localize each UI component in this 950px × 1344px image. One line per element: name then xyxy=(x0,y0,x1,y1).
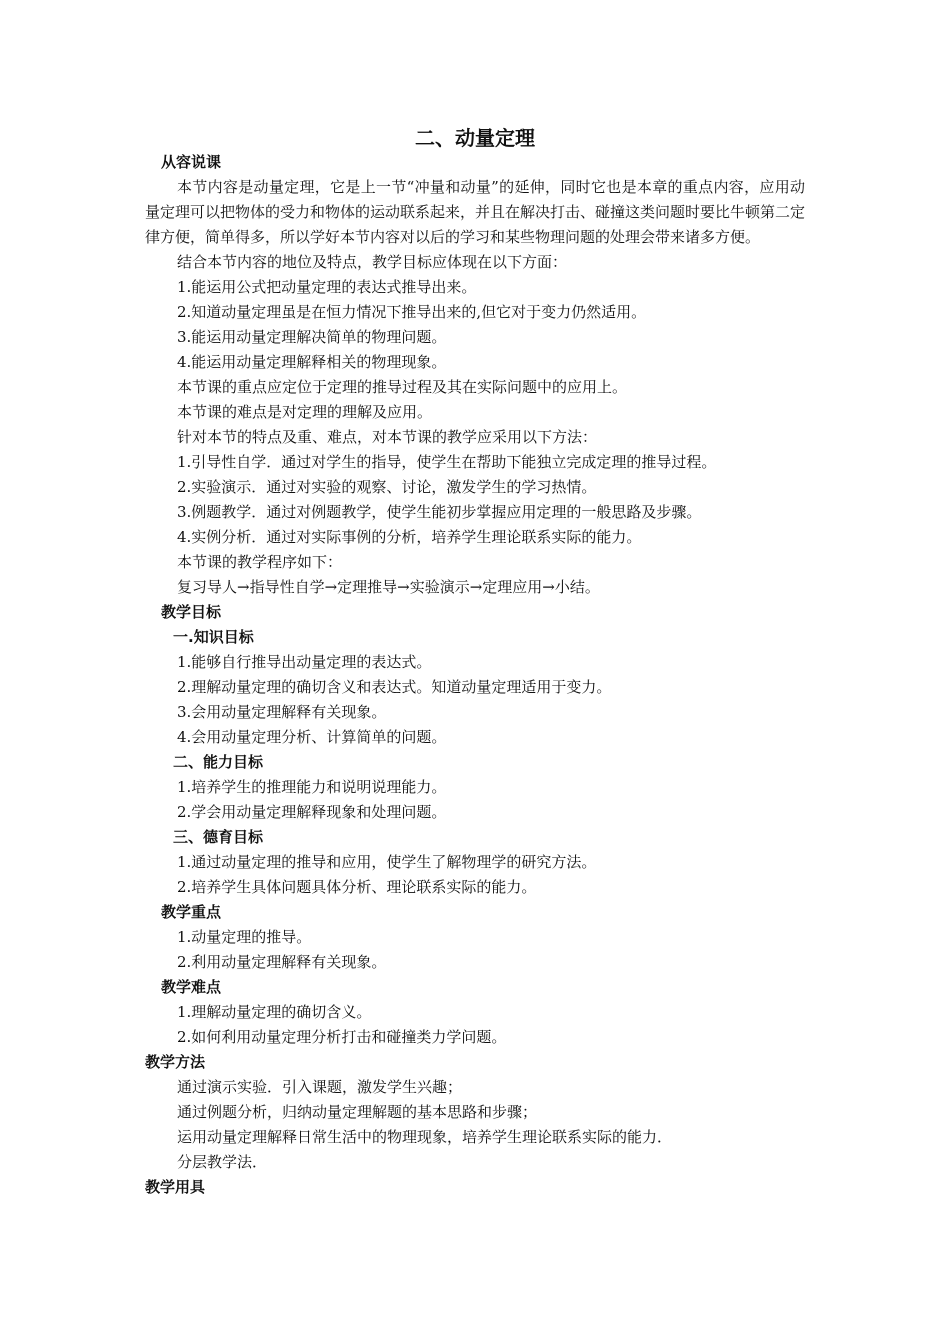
goal-item: 1.能运用公式把动量定理的表达式推导出来。 xyxy=(177,278,477,296)
knowledge-item: 1.能够自行推导出动量定理的表达式。 xyxy=(177,653,432,671)
fangfa-item: 分层教学法． xyxy=(177,1153,268,1171)
procedure-intro: 本节课的教学程序如下： xyxy=(177,553,343,571)
knowledge-item: 2.理解动量定理的确切含义和表达式。知道动量定理适用于变力。 xyxy=(177,678,612,696)
zhongdian-item: 1.动量定理的推导。 xyxy=(177,928,312,946)
section-heading-nandian: 教学难点 xyxy=(161,978,222,996)
section-heading-congrong: 从容说课 xyxy=(161,153,222,171)
goal-item: 3.能运用动量定理解决简单的物理问题。 xyxy=(177,328,447,346)
section-heading-jiaoxuemubiao: 教学目标 xyxy=(161,603,222,621)
methods-intro: 针对本节的特点及重、难点，对本节课的教学应采用以下方法： xyxy=(177,428,598,446)
ability-item: 1.培养学生的推理能力和说明说理能力。 xyxy=(177,778,447,796)
goal-item: 4.能运用动量定理解释相关的物理现象。 xyxy=(177,353,447,371)
method-item: 1.引导性自学．通过对学生的指导，使学生在帮助下能独立完成定理的推导过程。 xyxy=(177,453,717,471)
goals-intro: 结合本节内容的地位及特点，教学目标应体现在以下方面： xyxy=(177,253,568,271)
document-body xyxy=(145,150,805,1200)
section-heading-fangfa: 教学方法 xyxy=(145,1053,206,1071)
method-item: 3.例题教学．通过对例题教学，使学生能初步掌握应用定理的一般思路及步骤。 xyxy=(177,503,702,521)
section-heading-yongju: 教学用具 xyxy=(145,1178,206,1196)
page-title: 二、动量定理 xyxy=(415,126,535,150)
procedure-text: 复习导人→指导性自学→定理推导→实验演示→定理应用→小结。 xyxy=(177,578,600,596)
moral-item: 2.培养学生具体问题具体分析、理论联系实际的能力。 xyxy=(177,878,537,896)
method-item: 2.实验演示．通过对实验的观察、讨论，激发学生的学习热情。 xyxy=(177,478,597,496)
intro-paragraph: 本节内容是动量定理，它是上一节“冲量和动量”的延伸，同时它也是本章的重点内容，应用动量定理可以把物体的受力和物体的运动联系起来，并且在解决打击、碰撞这类问题时要比牛顿第二定律方便，简单得多，所以学好本节内容对以后的学习和某些物理问题的处理会带来诸多方便。 xyxy=(145,178,806,246)
ability-goal-heading: 二、能力目标 xyxy=(173,753,264,771)
key-point-text: 本节课的重点应定位于定理的推导过程及其在实际问题中的应用上。 xyxy=(177,378,628,396)
zhongdian-item: 2.利用动量定理解释有关现象。 xyxy=(177,953,387,971)
nandian-item: 1.理解动量定理的确切含义。 xyxy=(177,1003,372,1021)
moral-item: 1.通过动量定理的推导和应用，使学生了解物理学的研究方法。 xyxy=(177,853,597,871)
ability-item: 2.学会用动量定理解释现象和处理问题。 xyxy=(177,803,447,821)
moral-goal-heading: 三、德育目标 xyxy=(173,828,264,846)
fangfa-item: 通过例题分析，归纳动量定理解题的基本思路和步骤； xyxy=(177,1103,538,1121)
goal-item: 2.知道动量定理虽是在恒力情况下推导出来的,但它对于变力仍然适用。 xyxy=(177,303,647,321)
fangfa-item: 运用动量定理解释日常生活中的物理现象，培养学生理论联系实际的能力． xyxy=(177,1128,673,1146)
section-heading-zhongdian: 教学重点 xyxy=(161,903,222,921)
difficult-point-text: 本节课的难点是对定理的理解及应用。 xyxy=(177,403,433,421)
knowledge-goal-heading: 一.知识目标 xyxy=(173,628,254,646)
fangfa-item: 通过演示实验．引入课题，激发学生兴趣； xyxy=(177,1078,463,1096)
knowledge-item: 3.会用动量定理解释有关现象。 xyxy=(177,703,387,721)
knowledge-item: 4.会用动量定理分析、计算简单的问题。 xyxy=(177,728,447,746)
nandian-item: 2.如何利用动量定理分析打击和碰撞类力学问题。 xyxy=(177,1028,507,1046)
method-item: 4.实例分析．通过对实际事例的分析，培养学生理论联系实际的能力。 xyxy=(177,528,642,546)
